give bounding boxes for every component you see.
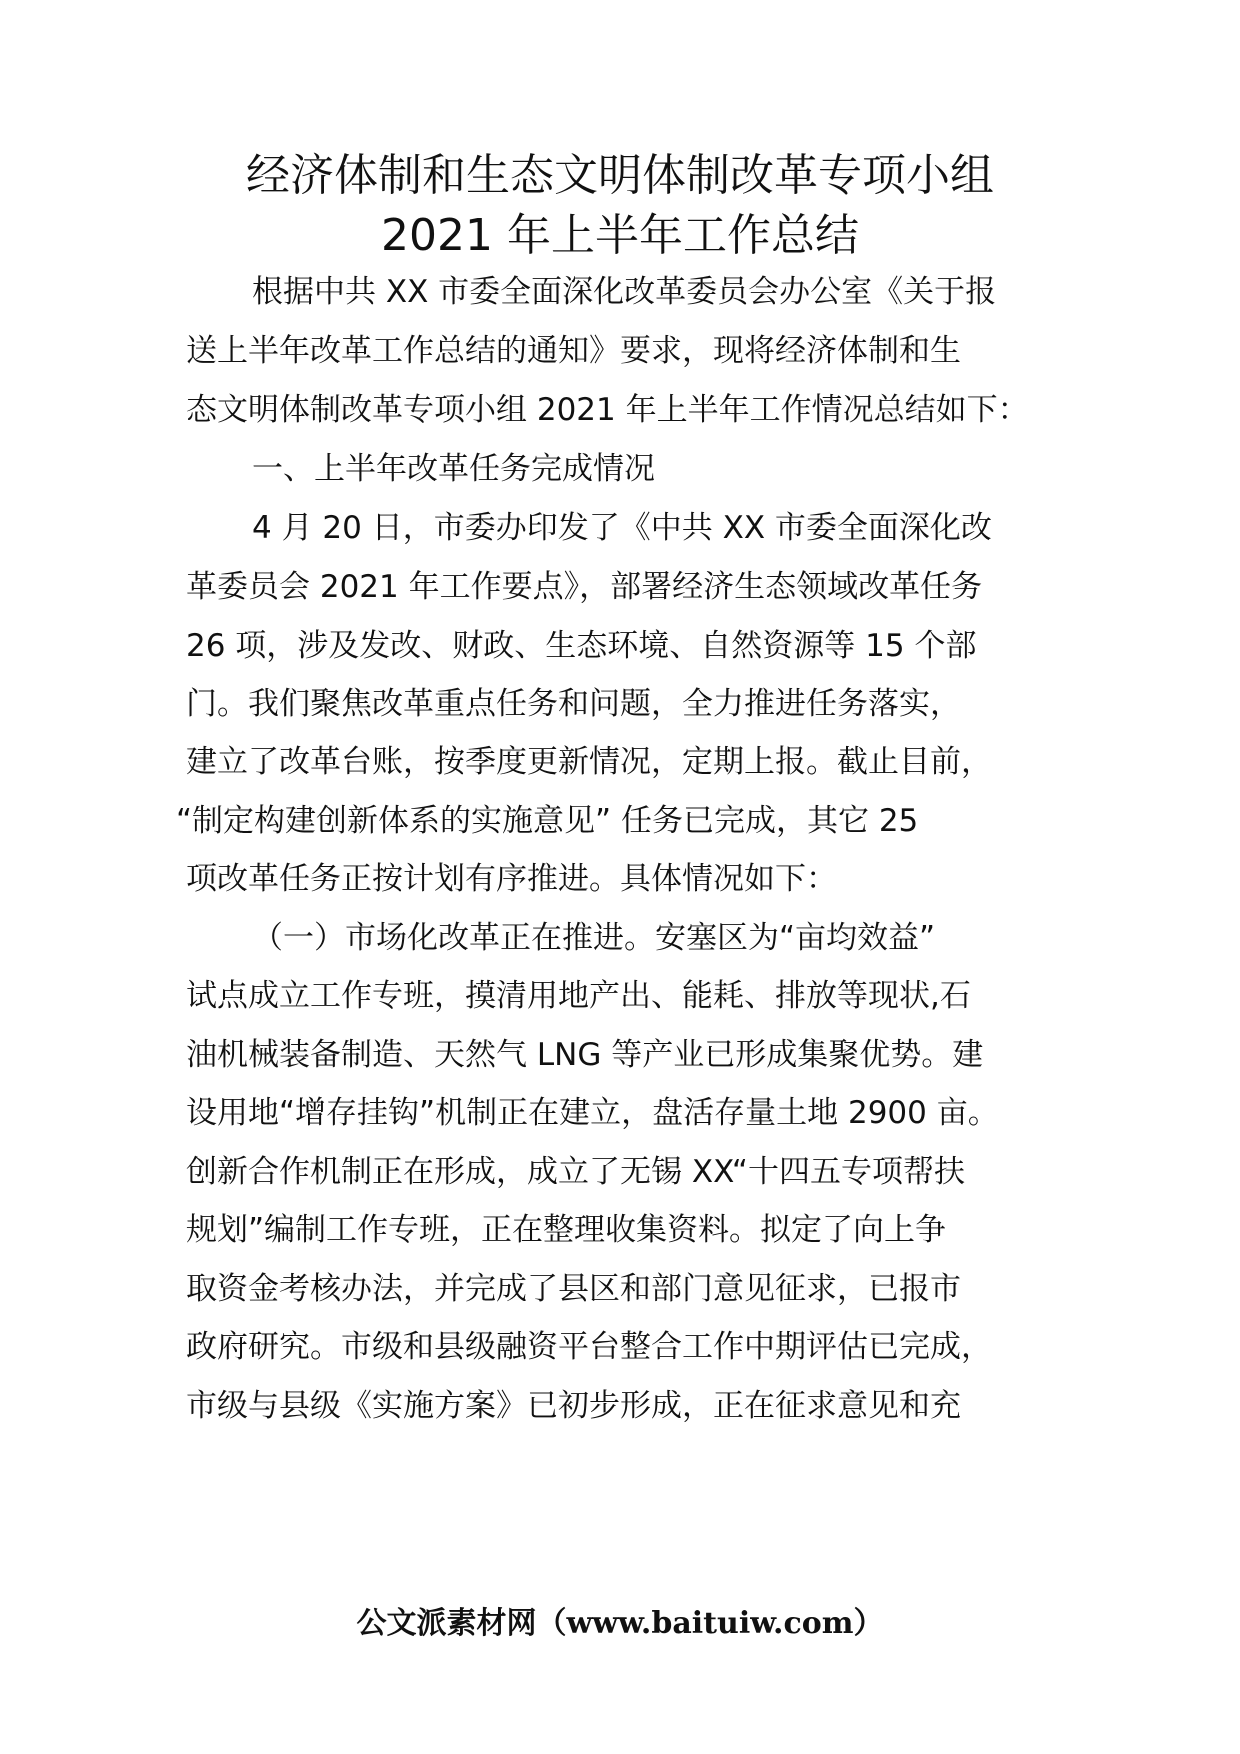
body-line: 取资金考核办法，并完成了县区和部门意见征求，已报市 — [186, 1271, 961, 1307]
body-line: 设用地“增存挂钩”机制正在建立，盘活存量土地 2900 亩。 — [186, 1095, 999, 1131]
body-line: 根据中共 XX 市委全面深化改革委员会办公室《关于报 — [252, 274, 997, 310]
body-line: 规划”编制工作专班，正在整理收集资料。拟定了向上争 — [186, 1212, 947, 1248]
body-line: 门。我们聚焦改革重点任务和问题，全力推进任务落实， — [186, 686, 961, 722]
body-line: 政府研究。市级和县级融资平台整合工作中期评估已完成， — [186, 1329, 992, 1365]
body-line: 态文明体制改革专项小组 2021 年上半年工作情况总结如下： — [186, 392, 1029, 428]
body-line: 革委员会 2021 年工作要点》，部署经济生态领域改革任务 — [186, 569, 983, 605]
body-line: “制定构建创新体系的实施意见” 任务已完成，其它 25 — [176, 803, 919, 839]
body-line: 送上半年改革工作总结的通知》要求，现将经济体制和生 — [186, 333, 961, 369]
body-line: 创新合作机制正在形成，成立了无锡 XX“十四五专项帮扶 — [186, 1154, 965, 1190]
body-line: 项改革任务正按计划有序推进。具体情况如下： — [186, 861, 837, 897]
body-line: 试点成立工作专班，摸清用地产出、能耗、排放等现状,石 — [186, 978, 971, 1014]
body-line: 一、上半年改革任务完成情况 — [252, 451, 655, 487]
body-line: 26 项，涉及发改、财政、生态环境、自然资源等 15 个部 — [186, 628, 977, 664]
body-line: 油机械装备制造、天然气 LNG 等产业已形成集聚优势。建 — [186, 1037, 984, 1073]
footer-watermark: 公文派素材网（www.baituiw.com） — [356, 1606, 884, 1641]
body-line: 市级与县级《实施方案》已初步形成，正在征求意见和充 — [186, 1388, 961, 1424]
document-title-line-2: 2021 年上半年工作总结 — [381, 210, 859, 261]
body-line: 4 月 20 日，市委办印发了《中共 XX 市委全面深化改 — [252, 510, 992, 546]
document-title-line-1: 经济体制和生态文明体制改革专项小组 — [246, 150, 994, 201]
body-line: （一）市场化改革正在推进。安塞区为“亩均效益” — [252, 920, 936, 956]
body-line: 建立了改革台账，按季度更新情况，定期上报。截止目前， — [186, 744, 992, 780]
